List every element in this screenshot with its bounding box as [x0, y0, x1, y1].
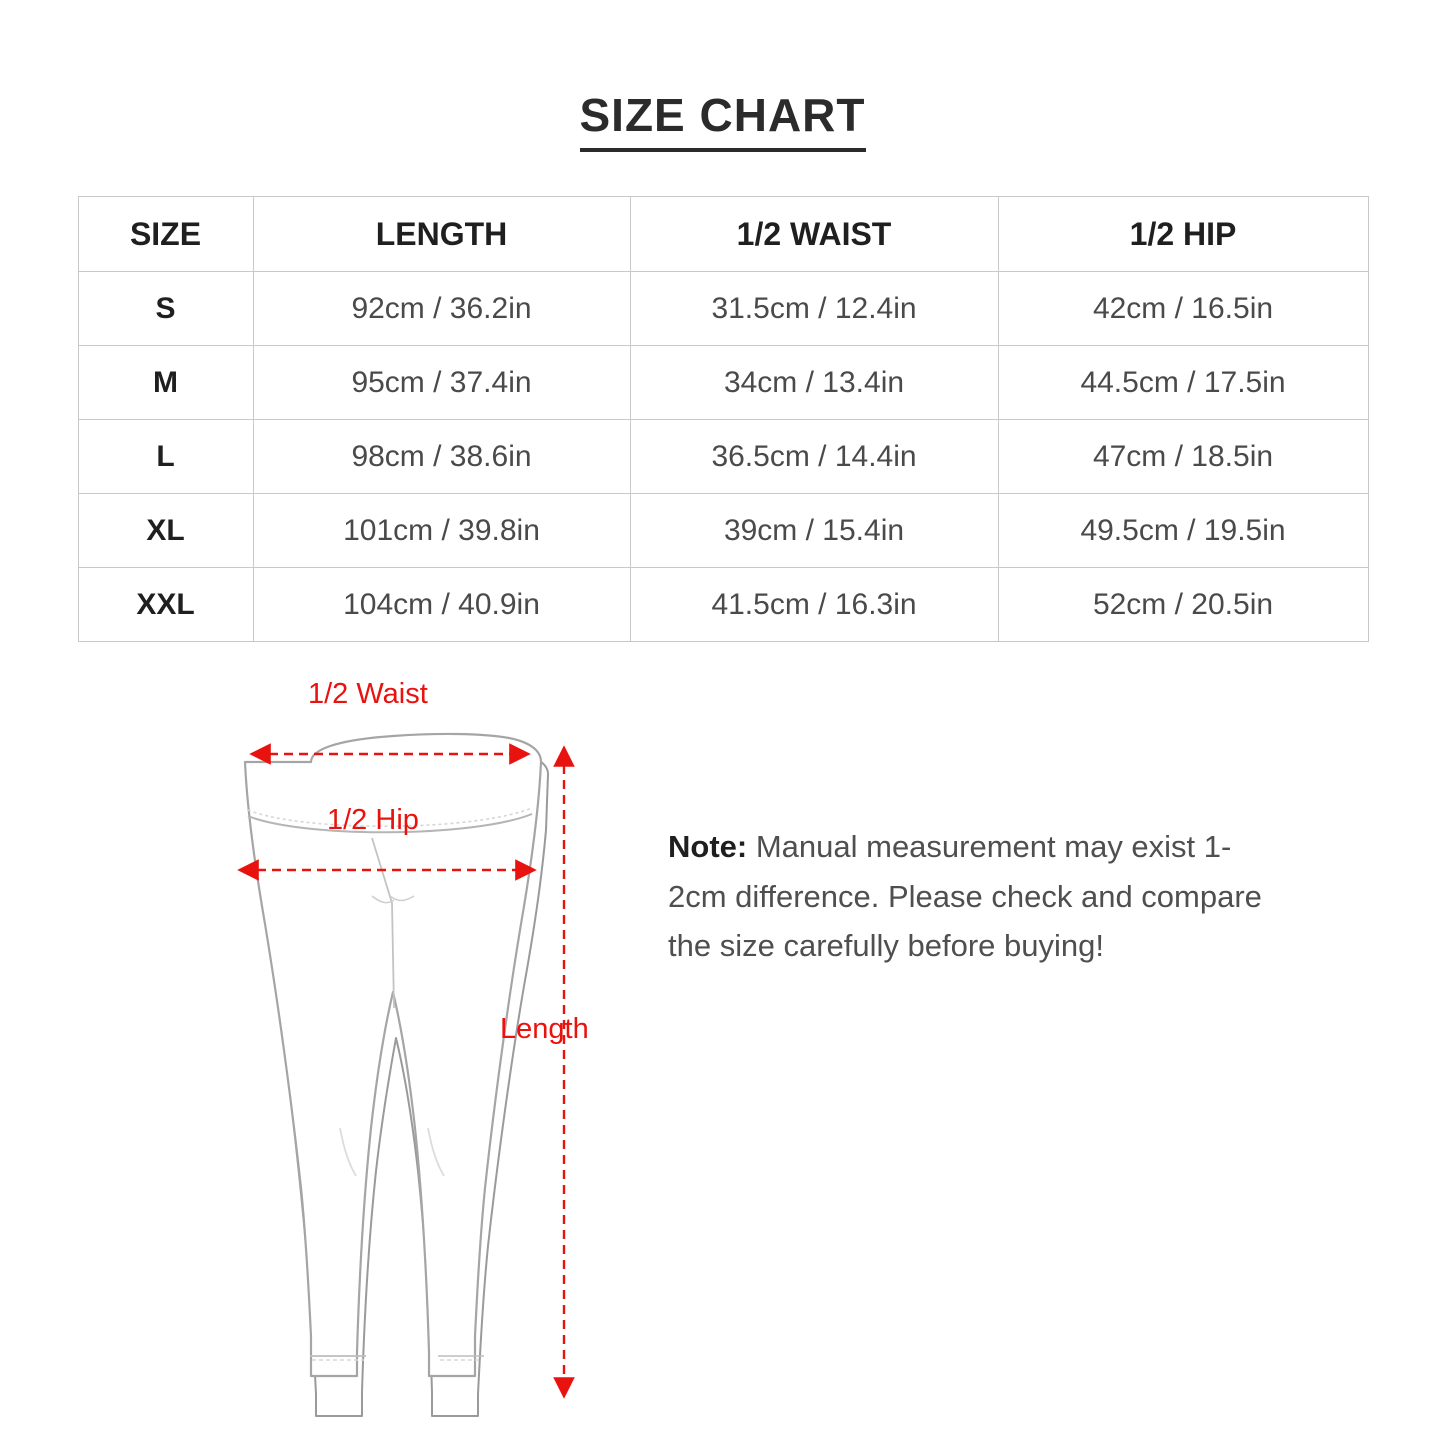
cell-hip: 44.5cm / 17.5in: [998, 346, 1368, 420]
cell-length: 92cm / 36.2in: [253, 272, 630, 346]
column-header-size: SIZE: [78, 197, 253, 272]
label-length: Length: [500, 1013, 589, 1045]
column-header-length: LENGTH: [253, 197, 630, 272]
cell-hip: 47cm / 18.5in: [998, 420, 1368, 494]
page-title-container: [0, 0, 1445, 152]
page-title: SIZE CHART: [580, 88, 866, 152]
note-text: [668, 822, 1268, 971]
cell-length: 104cm / 40.9in: [253, 568, 630, 642]
leggings-diagram: [232, 678, 652, 1428]
cell-waist: 31.5cm / 12.4in: [630, 272, 998, 346]
cell-waist: 41.5cm / 16.3in: [630, 568, 998, 642]
measurement-guide-section: [0, 678, 1445, 1448]
cell-size: S: [78, 272, 253, 346]
note-body: Manual measurement may exist 1-2cm difference. Please check and compare the size carefully before buying!: [668, 829, 1262, 964]
cell-size: M: [78, 346, 253, 420]
size-chart-table: [78, 196, 1369, 642]
cell-length: 98cm / 38.6in: [253, 420, 630, 494]
cell-size: XXL: [78, 568, 253, 642]
cell-length: 95cm / 37.4in: [253, 346, 630, 420]
column-header-waist: 1/2 WAIST: [630, 197, 998, 272]
leggings-outline-icon: [232, 688, 652, 1428]
label-half-hip: 1/2 Hip: [327, 804, 419, 836]
cell-size: L: [78, 420, 253, 494]
cell-waist: 36.5cm / 14.4in: [630, 420, 998, 494]
table-row: [78, 420, 1368, 494]
cell-hip: 49.5cm / 19.5in: [998, 494, 1368, 568]
cell-waist: 34cm / 13.4in: [630, 346, 998, 420]
table-row: [78, 568, 1368, 642]
label-half-waist: 1/2 Waist: [308, 678, 428, 710]
cell-hip: 52cm / 20.5in: [998, 568, 1368, 642]
size-chart-table-container: [78, 196, 1368, 642]
table-header-row: [78, 197, 1368, 272]
cell-hip: 42cm / 16.5in: [998, 272, 1368, 346]
table-row: [78, 346, 1368, 420]
cell-waist: 39cm / 15.4in: [630, 494, 998, 568]
note-prefix: Note:: [668, 829, 748, 864]
table-row: [78, 494, 1368, 568]
cell-size: XL: [78, 494, 253, 568]
cell-length: 101cm / 39.8in: [253, 494, 630, 568]
column-header-hip: 1/2 HIP: [998, 197, 1368, 272]
table-row: [78, 272, 1368, 346]
